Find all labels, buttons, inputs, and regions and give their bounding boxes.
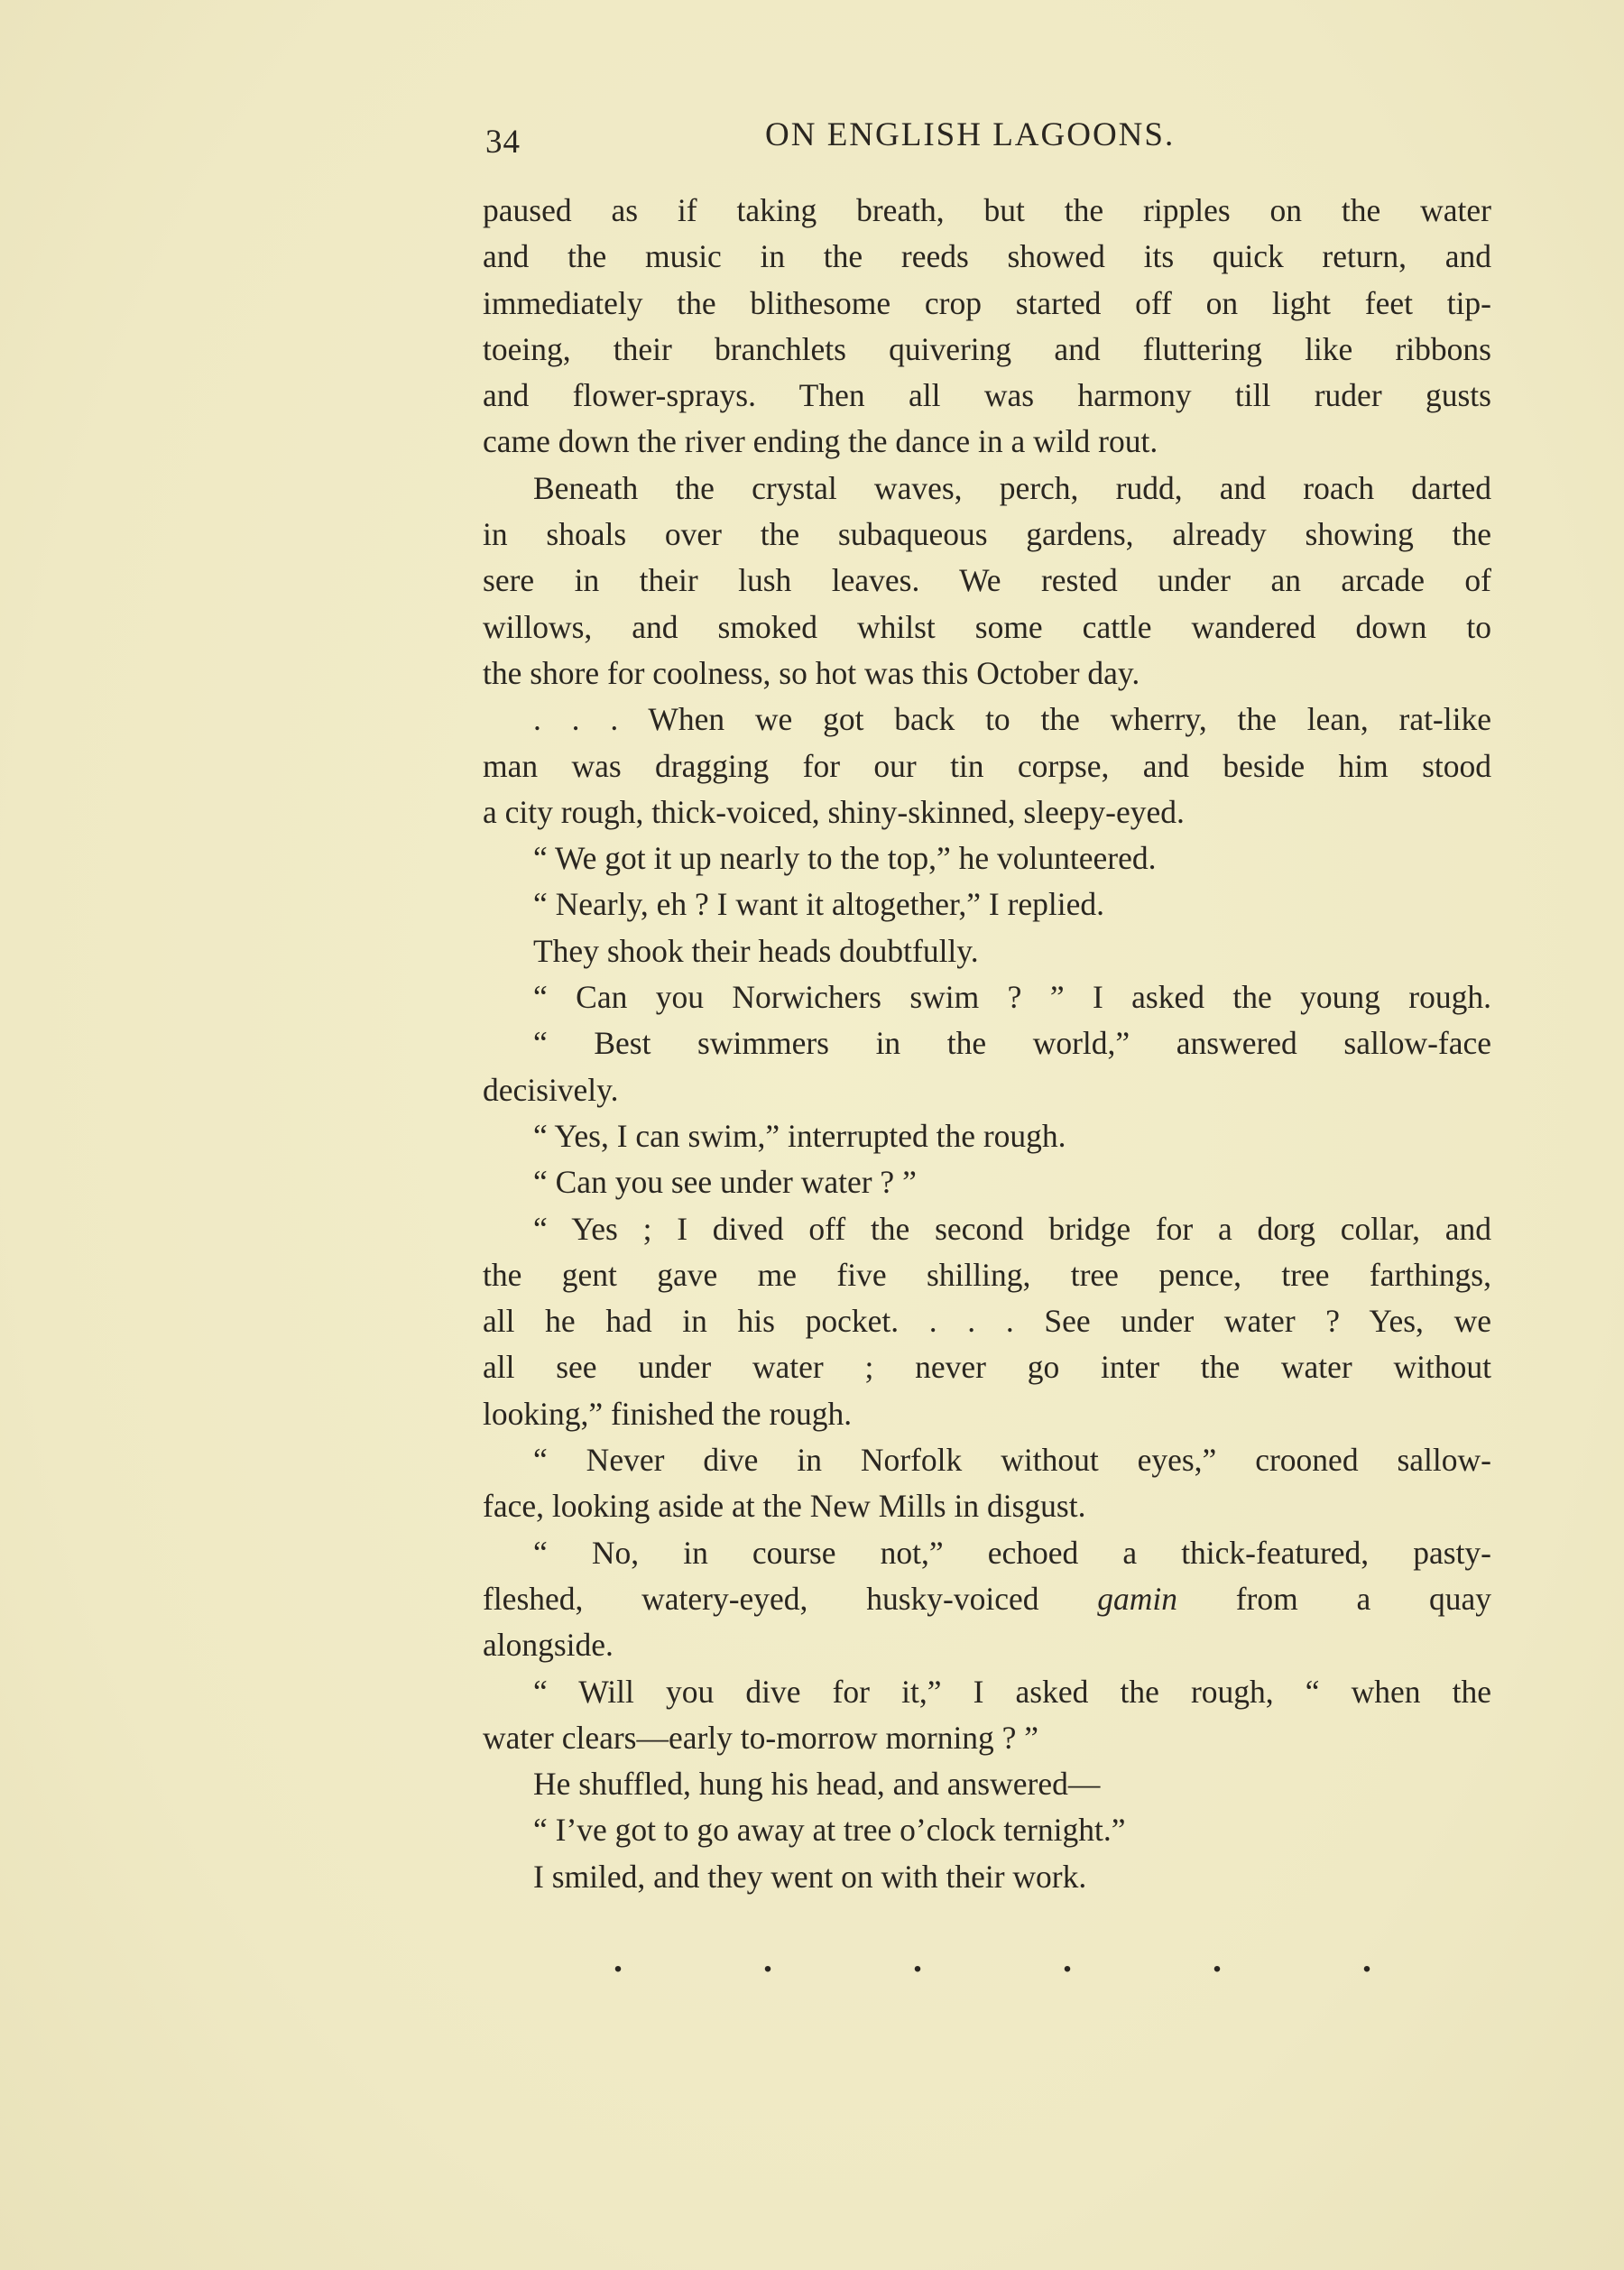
text-line: looking,” finished the rough. (483, 1395, 853, 1432)
section-break-dot: . (763, 1939, 772, 1979)
text-line: toeing, their branchlets quivering and fluttering like ribbons (483, 330, 1491, 367)
section-break (614, 1938, 1371, 1979)
text-line: “ Will you dive for it,” I asked the rough, “ when the (533, 1673, 1491, 1710)
text-line: the gent gave me five shilling, tree pence, tree farthings, (483, 1256, 1491, 1293)
text-line: decisively. (483, 1071, 619, 1108)
section-break-dot: . (913, 1939, 922, 1979)
page-number: 34 (485, 124, 521, 161)
text-line: “ I’ve got to go away at tree o’clock ternight.” (533, 1812, 1126, 1849)
text-line: . . . When we got back to the wherry, the lean, rat-like (533, 701, 1491, 738)
text-line: man was dragging for our tin corpse, and beside him stood (483, 747, 1491, 784)
text-line: I smiled, and they went on with their work. (533, 1858, 1087, 1895)
text-line: alongside. (483, 1627, 614, 1664)
section-break-dot: . (1213, 1939, 1222, 1979)
text-line: “ Yes ; I dived off the second bridge for a dorg collar, and (533, 1210, 1491, 1247)
text-line: in shoals over the subaqueous gardens, already showing the (483, 516, 1491, 553)
body-text (483, 188, 1491, 1900)
text-line: “ Can you Norwichers swim ? ” I asked the young rough. (533, 979, 1491, 1016)
text-line: paused as if taking breath, but the ripples on the water (483, 192, 1491, 228)
text-line: “ Best swimmers in the world,” answered sallow-face (533, 1025, 1491, 1062)
text-line: and flower-sprays. Then all was harmony till ruder gusts (483, 377, 1491, 414)
running-title: ON ENGLISH LAGOONS. (765, 116, 1176, 153)
section-break-dot: . (1063, 1939, 1072, 1979)
text-line: the shore for coolness, so hot was this October day. (483, 654, 1140, 691)
section-break-dot: . (1362, 1939, 1371, 1979)
text-line: came down the river ending the dance in a wild rout. (483, 423, 1158, 460)
text-line: all he had in his pocket. . . . See under water ? Yes, we (483, 1303, 1491, 1340)
text-line: “ Nearly, eh ? I want it altogether,” I replied. (533, 886, 1105, 923)
text-line: fleshed, watery-eyed, husky-voiced gamin from a quay (483, 1580, 1491, 1617)
italic-word: gamin (1097, 1580, 1177, 1617)
text-line: “ Yes, I can swim,” interrupted the rough. (533, 1117, 1066, 1154)
text-line: a city rough, thick-voiced, shiny-skinned, sleepy-eyed. (483, 793, 1185, 830)
text-line: He shuffled, hung his head, and answered— (533, 1766, 1101, 1803)
text-line: water clears—early to-morrow morning ? ” (483, 1719, 1039, 1756)
text-line: immediately the blithesome crop started off on light feet tip- (483, 284, 1491, 321)
text-line: sere in their lush leaves. We rested under an arcade of (483, 562, 1491, 599)
page-header (485, 115, 1487, 170)
text-line: “ Can you see under water ? ” (533, 1164, 917, 1201)
text-line: willows, and smoked whilst some cattle wandered down to (483, 608, 1491, 645)
section-break-dot: . (614, 1939, 623, 1979)
text-line: all see under water ; never go inter the water without (483, 1349, 1491, 1386)
text-line: face, looking aside at the New Mills in disgust. (483, 1488, 1086, 1525)
text-line: “ We got it up nearly to the top,” he volunteered. (533, 840, 1157, 877)
text-line: Beneath the crystal waves, perch, rudd, and roach darted (533, 469, 1491, 506)
text-line: and the music in the reeds showed its quick return, and (483, 238, 1491, 275)
text-line: “ Never dive in Norfolk without eyes,” crooned sallow- (533, 1442, 1491, 1479)
text-line: They shook their heads doubtfully. (533, 932, 979, 969)
text-line: “ No, in course not,” echoed a thick-featured, pasty- (533, 1534, 1491, 1571)
